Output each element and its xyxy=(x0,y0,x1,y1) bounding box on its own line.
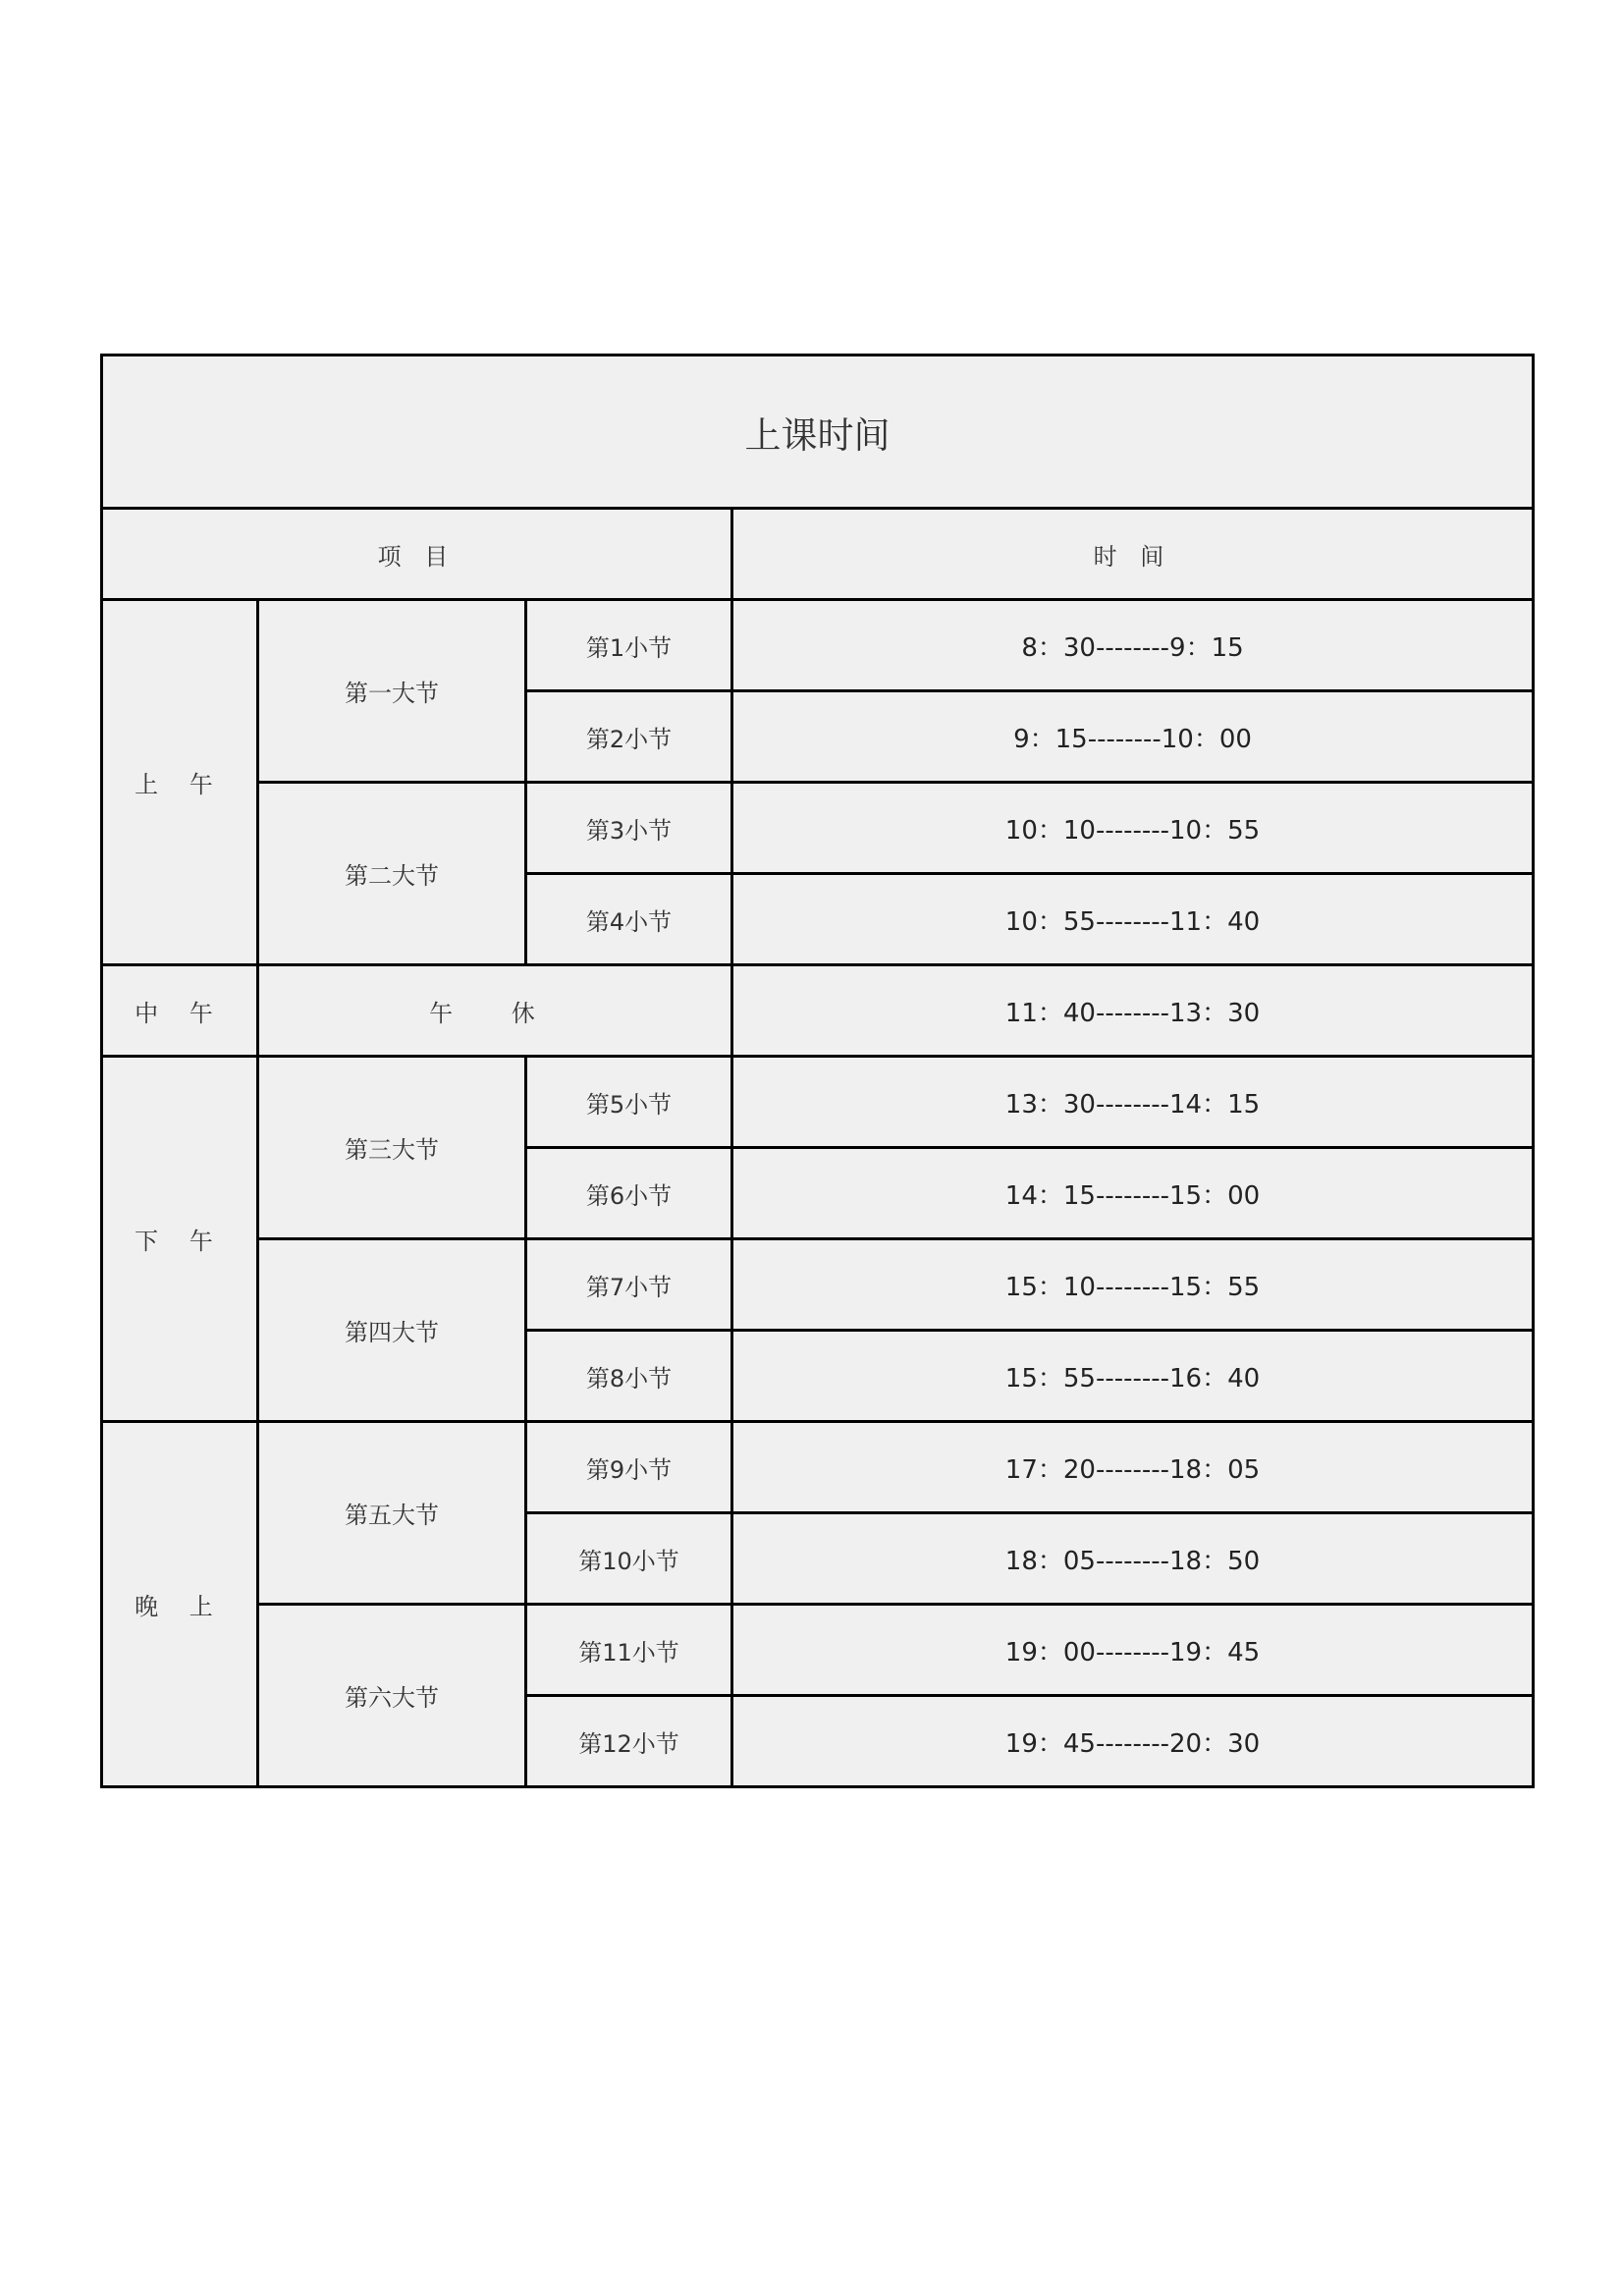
lunch-break-label: 午 休 xyxy=(258,965,732,1057)
lesson-label: 第7小节 xyxy=(526,1239,732,1331)
table-row xyxy=(102,965,1534,1057)
lesson-label: 第5小节 xyxy=(526,1057,732,1148)
lesson-time: 17：20--------18：05 xyxy=(732,1422,1534,1513)
lesson-label: 第2小节 xyxy=(526,691,732,783)
lesson-label: 第3小节 xyxy=(526,783,732,874)
lesson-time: 10：55--------11：40 xyxy=(732,874,1534,965)
lesson-label: 第1小节 xyxy=(526,600,732,691)
lesson-label: 第9小节 xyxy=(526,1422,732,1513)
lesson-label: 第6小节 xyxy=(526,1148,732,1239)
table-row xyxy=(102,1057,1534,1148)
class-schedule-table xyxy=(100,354,1535,1788)
lesson-time: 10：10--------10：55 xyxy=(732,783,1534,874)
period-afternoon: 下 午 xyxy=(102,1057,258,1422)
lesson-label: 第11小节 xyxy=(526,1605,732,1696)
header-time: 时 间 xyxy=(732,509,1534,600)
table-row xyxy=(102,1422,1534,1513)
lesson-time: 15：10--------15：55 xyxy=(732,1239,1534,1331)
lesson-time: 9：15--------10：00 xyxy=(732,691,1534,783)
block-label: 第一大节 xyxy=(258,600,526,783)
lesson-time: 18：05--------18：50 xyxy=(732,1513,1534,1605)
period-evening: 晚 上 xyxy=(102,1422,258,1787)
lesson-time: 19：45--------20：30 xyxy=(732,1696,1534,1787)
block-label: 第二大节 xyxy=(258,783,526,965)
period-morning: 上 午 xyxy=(102,600,258,965)
table-row xyxy=(102,1605,1534,1696)
block-label: 第六大节 xyxy=(258,1605,526,1787)
lesson-time: 8：30--------9：15 xyxy=(732,600,1534,691)
block-label: 第五大节 xyxy=(258,1422,526,1605)
lesson-label: 第10小节 xyxy=(526,1513,732,1605)
table-row xyxy=(102,1239,1534,1331)
period-noon: 中 午 xyxy=(102,965,258,1057)
block-label: 第四大节 xyxy=(258,1239,526,1422)
title-row xyxy=(102,355,1534,509)
block-label: 第三大节 xyxy=(258,1057,526,1239)
lesson-label: 第8小节 xyxy=(526,1331,732,1422)
lesson-label: 第12小节 xyxy=(526,1696,732,1787)
table-row xyxy=(102,600,1534,691)
lesson-time: 13：30--------14：15 xyxy=(732,1057,1534,1148)
table-title: 上课时间 xyxy=(102,355,1534,509)
lesson-time: 19：00--------19：45 xyxy=(732,1605,1534,1696)
lunch-break-time: 11：40--------13：30 xyxy=(732,965,1534,1057)
header-row xyxy=(102,509,1534,600)
lesson-time: 15：55--------16：40 xyxy=(732,1331,1534,1422)
lesson-time: 14：15--------15：00 xyxy=(732,1148,1534,1239)
lesson-label: 第4小节 xyxy=(526,874,732,965)
header-item: 项 目 xyxy=(102,509,732,600)
table-row xyxy=(102,783,1534,874)
